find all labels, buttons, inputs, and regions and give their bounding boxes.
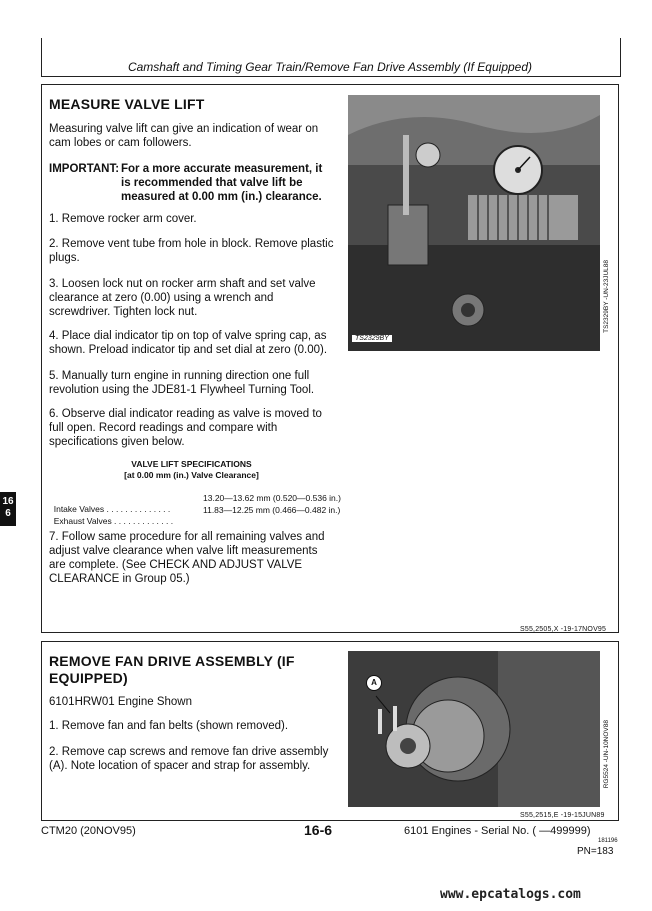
section1-heading: MEASURE VALVE LIFT [49, 96, 205, 112]
valve-lift-photo-drawing [348, 95, 600, 351]
valve-lift-photo-code: TS2329BY -UN-23JUL88 [603, 260, 610, 333]
step-6: 6. Observe dial indicator reading as valve is moved to full open. Record readings and compare with specifications given below. [49, 408, 322, 448]
step-5: 5. Manually turn engine in running direction one full revolution using the JDE81-1 Flywheel Turning Tool. [49, 370, 315, 396]
section2-heading: REMOVE FAN DRIVE ASSEMBLY (IF EQUIPPED) [49, 653, 295, 686]
step-4: 4. Place dial indicator tip on top of valve spring cap, as shown. Preload indicator tip and set dial at zero (0.00). [49, 330, 328, 356]
step-3: 3. Loosen lock nut on rocker arm shaft and set valve clearance at zero (0.00) using a wrench and screwdriver. Tighten lock nut. [49, 278, 316, 318]
important-text: For a more accurate measurement, it is recommended that valve lift be measured at 0.00 mm (in.) clearance. [121, 163, 323, 203]
spec-intake-value: 13.20—13.62 mm (0.520—0.536 in.) [203, 493, 341, 503]
watermark-url: www.epcatalogs.com [440, 887, 581, 902]
callout-circle [366, 675, 382, 691]
fan-drive-photo [348, 651, 600, 807]
section-tab [0, 492, 16, 526]
page-header-title: Camshaft and Timing Gear Train/Remove Fan Drive Assembly (If Equipped) [127, 60, 533, 74]
footer-pn: PN=183 [577, 846, 614, 857]
section1-ref-code: S55,2505,X -19-17NOV95 [520, 626, 607, 633]
spec-intake-label: Intake Valves . . . . . . . . . . . . . . [53, 504, 171, 514]
spec-exhaust-label: Exhaust Valves . . . . . . . . . . . . . [53, 516, 174, 526]
fan-drive-photo-drawing [348, 651, 600, 807]
section2-step-2: 2. Remove cap screws and remove fan drive assembly (A). Note location of spacer and strap for assembly. [49, 746, 329, 772]
footer-page-number: 16-6 [304, 822, 333, 838]
step-7: 7. Follow same procedure for all remaining valves and adjust valve clearance when valve lift measurements are complete. (See CHECK AND ADJUST VALVE CLEARANCE in Group 05.) [49, 531, 325, 585]
footer-code: 181196 [598, 838, 618, 844]
callout-label: A [371, 678, 377, 687]
fan-drive-photo-code: RG5524 -UN-10NOV88 [603, 720, 610, 789]
valve-lift-photo [348, 95, 600, 351]
section-tab-number: 16 [2, 496, 14, 507]
section2-ref-code: S55,2515,E -19-15JUN89 [520, 812, 605, 819]
spec-subtitle: [at 0.00 mm (in.) Valve Clearance] [124, 470, 259, 480]
engine-shown: 6101HRW01 Engine Shown [49, 696, 192, 708]
important-label: IMPORTANT: [49, 163, 120, 175]
spec-title: VALVE LIFT SPECIFICATIONS [131, 459, 252, 469]
step-2: 2. Remove vent tube from hole in block. Remove plastic plugs. [49, 238, 334, 264]
section-tab-page: 6 [5, 508, 11, 519]
section2-step-1: 1. Remove fan and fan belts (shown removed). [49, 720, 289, 732]
spec-exhaust-value: 11.83—12.25 mm (0.466—0.482 in.) [203, 505, 341, 515]
step-1: 1. Remove rocker arm cover. [49, 213, 197, 225]
section1-intro: Measuring valve lift can give an indication of wear on cam lobes or cam followers. [49, 123, 319, 149]
footer-document-id: CTM20 (20NOV95) [41, 825, 136, 837]
footer-serial: 6101 Engines - Serial No. ( —499999) [404, 825, 591, 837]
valve-lift-photo-id: TS2329BY [352, 335, 392, 342]
